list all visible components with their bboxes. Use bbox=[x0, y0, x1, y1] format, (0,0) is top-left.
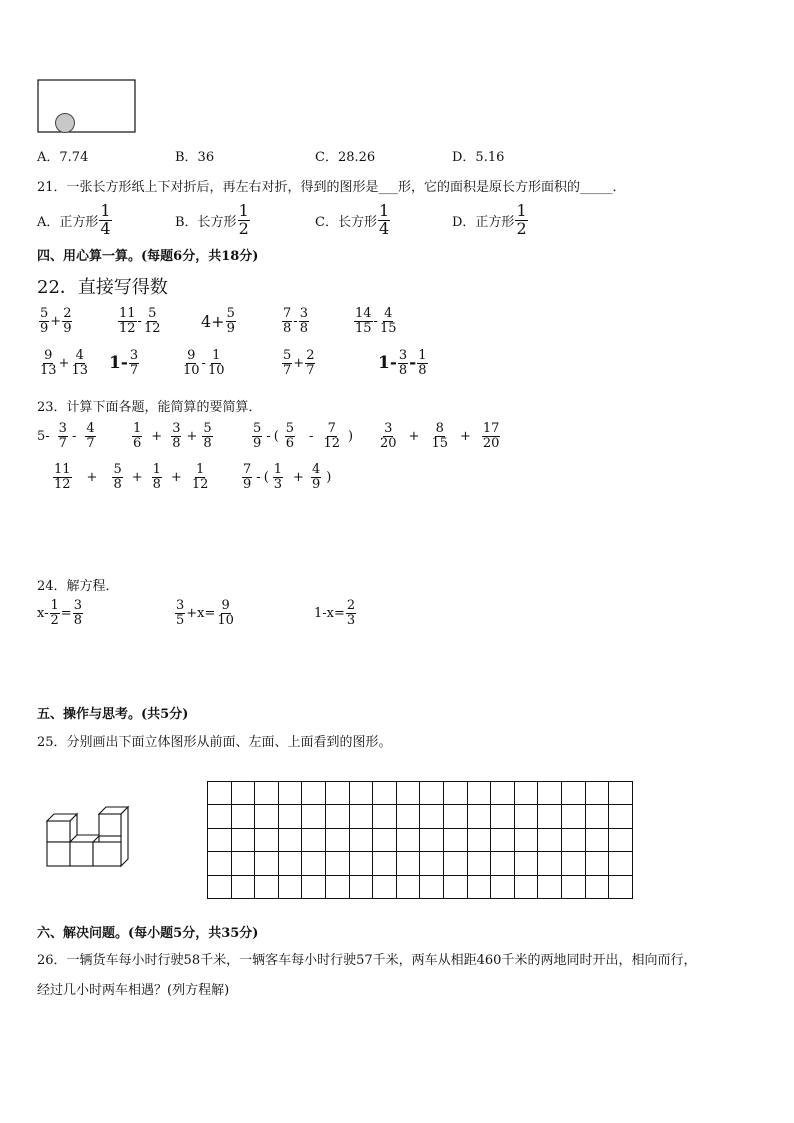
grid-cell[interactable] bbox=[255, 782, 279, 805]
q24-equation-1: x- $\frac{1}{2}$ = $\frac{3}{8}$ bbox=[37, 598, 82, 628]
grid-cell[interactable] bbox=[231, 875, 255, 898]
grid-cell[interactable] bbox=[585, 875, 609, 898]
q22-r2-e2: 1- $\frac{3}{7}$ bbox=[109, 348, 139, 378]
q22-r1-e2: $\frac{11}{12}$ - $\frac{5}{12}$ bbox=[119, 306, 161, 336]
grid-cell[interactable] bbox=[373, 828, 397, 851]
grid-cell[interactable] bbox=[373, 805, 397, 828]
grid-cell[interactable] bbox=[278, 875, 302, 898]
grid-cell[interactable] bbox=[538, 852, 562, 875]
q22-r1-e1: $\frac{5}{9}$ + $\frac{2}{9}$ bbox=[40, 306, 72, 336]
grid-cell[interactable] bbox=[302, 828, 326, 851]
grid-cell[interactable] bbox=[443, 852, 467, 875]
grid-cell[interactable] bbox=[443, 828, 467, 851]
q21-option-d: D．正方形 $\frac{1}{2}$ bbox=[452, 201, 527, 238]
q22-r2-e3: $\frac{9}{10}$ - $\frac{1}{10}$ bbox=[183, 348, 225, 378]
q26-line-2: 经过几小时两车相遇？(列方程解) bbox=[37, 983, 230, 998]
q23-title: 23．计算下面各题，能简算的要简算． bbox=[37, 400, 262, 415]
grid-cell[interactable] bbox=[467, 782, 491, 805]
grid-cell[interactable] bbox=[231, 852, 255, 875]
section-6-heading: 六、解决问题。(每小题5分，共35分) bbox=[37, 926, 259, 941]
q22-r1-e5: $\frac{14}{15}$ - $\frac{4}{15}$ bbox=[355, 306, 397, 336]
grid-cell[interactable] bbox=[443, 782, 467, 805]
grid-cell[interactable] bbox=[467, 875, 491, 898]
grid-cell[interactable] bbox=[349, 875, 373, 898]
grid-cell[interactable] bbox=[585, 805, 609, 828]
grid-cell[interactable] bbox=[514, 875, 538, 898]
grid-cell[interactable] bbox=[208, 782, 232, 805]
q21-option-c: C．长方形 $\frac{1}{4}$ bbox=[315, 201, 390, 238]
grid-cell[interactable] bbox=[255, 852, 279, 875]
q23-expr-1: 5- $\frac{3}{7}$ - $\frac{4}{7}$ bbox=[37, 421, 95, 451]
grid-cell[interactable] bbox=[208, 852, 232, 875]
grid-cell[interactable] bbox=[491, 852, 515, 875]
q24-equation-3: 1-x= $\frac{2}{3}$ bbox=[314, 598, 356, 628]
grid-cell[interactable] bbox=[467, 852, 491, 875]
grid-cell[interactable] bbox=[396, 852, 420, 875]
grid-cell[interactable] bbox=[231, 805, 255, 828]
grid-cell[interactable] bbox=[585, 782, 609, 805]
q20-option-d: D．5.16 bbox=[452, 150, 505, 165]
grid-cell[interactable] bbox=[325, 782, 349, 805]
grid-cell[interactable] bbox=[609, 875, 633, 898]
q23-expr-2: $\frac{1}{6}$ + $\frac{3}{8}$ + $\frac{5}{8}$ bbox=[133, 421, 212, 451]
grid-cell[interactable] bbox=[208, 828, 232, 851]
q20-option-a: A．7.74 bbox=[37, 150, 89, 165]
grid-cell[interactable] bbox=[349, 805, 373, 828]
q23-expr-6: $\frac{7}{9}$ - ( $\frac{1}{3}$ + $\frac{4}{9}$ ) bbox=[243, 462, 332, 492]
grid-cell[interactable] bbox=[325, 875, 349, 898]
grid-cell[interactable] bbox=[561, 805, 585, 828]
q20-option-c: C．28.26 bbox=[315, 150, 376, 165]
q22-r1-e3: 4+ $\frac{5}{9}$ bbox=[201, 306, 235, 336]
grid-cell[interactable] bbox=[373, 875, 397, 898]
grid-cell[interactable] bbox=[302, 875, 326, 898]
grid-cell[interactable] bbox=[278, 805, 302, 828]
q24-title: 24．解方程． bbox=[37, 579, 119, 594]
grid-cell[interactable] bbox=[538, 805, 562, 828]
grid-cell[interactable] bbox=[255, 875, 279, 898]
grid-cell[interactable] bbox=[491, 875, 515, 898]
grid-cell[interactable] bbox=[514, 852, 538, 875]
grid-cell[interactable] bbox=[561, 875, 585, 898]
grid-cell[interactable] bbox=[538, 828, 562, 851]
q21-stem: 21．一张长方形纸上下对折后，再左右对折，得到的图形是___形，它的面积是原长方形面积的_____． bbox=[37, 180, 626, 195]
grid-cell[interactable] bbox=[420, 852, 444, 875]
grid-cell[interactable] bbox=[302, 805, 326, 828]
grid-cell[interactable] bbox=[231, 828, 255, 851]
grid-cell[interactable] bbox=[538, 782, 562, 805]
grid-cell[interactable] bbox=[514, 805, 538, 828]
grid-cell[interactable] bbox=[255, 805, 279, 828]
grid-cell[interactable] bbox=[514, 828, 538, 851]
grid-cell[interactable] bbox=[325, 852, 349, 875]
grid-cell[interactable] bbox=[420, 805, 444, 828]
grid-cell[interactable] bbox=[609, 782, 633, 805]
grid-cell[interactable] bbox=[585, 852, 609, 875]
q22-r2-e4: $\frac{5}{7}$ + $\frac{2}{7}$ bbox=[283, 348, 315, 378]
grid-cell[interactable] bbox=[396, 875, 420, 898]
q22-r2-e1: $\frac{9}{13}$ + $\frac{4}{13}$ bbox=[40, 348, 88, 378]
q21-option-a: A．正方形 $\frac{1}{4}$ bbox=[37, 201, 111, 238]
q22-title: 22．直接写得数 bbox=[37, 277, 168, 298]
grid-cell[interactable] bbox=[609, 828, 633, 851]
q22-r1-e4: $\frac{7}{8}$ - $\frac{3}{8}$ bbox=[283, 306, 308, 336]
grid-cell[interactable] bbox=[443, 875, 467, 898]
circle-shape bbox=[56, 114, 75, 133]
grid-cell[interactable] bbox=[491, 828, 515, 851]
q24-equation-2: $\frac{3}{5}$ +x= $\frac{9}{10}$ bbox=[176, 598, 234, 628]
q21-option-b: B．长方形 $\frac{1}{2}$ bbox=[175, 201, 249, 238]
grid-cell[interactable] bbox=[325, 828, 349, 851]
grid-cell[interactable] bbox=[373, 852, 397, 875]
q20-option-b: B．36 bbox=[175, 150, 215, 165]
section-4-heading: 四、用心算一算。(每题6分，共18分) bbox=[37, 249, 259, 264]
grid-cell[interactable] bbox=[420, 875, 444, 898]
grid-cell[interactable] bbox=[514, 782, 538, 805]
grid-cell[interactable] bbox=[349, 852, 373, 875]
grid-cell[interactable] bbox=[491, 805, 515, 828]
grid-cell[interactable] bbox=[467, 828, 491, 851]
grid-cell[interactable] bbox=[609, 805, 633, 828]
grid-cell[interactable] bbox=[420, 828, 444, 851]
grid-cell[interactable] bbox=[561, 782, 585, 805]
grid-cell[interactable] bbox=[349, 782, 373, 805]
grid-cell[interactable] bbox=[443, 805, 467, 828]
q26-line-1: 26．一辆货车每小时行驶58千米，一辆客车每小时行驶57千米，两车从相距460千米的两地同时开出，相向而行， bbox=[37, 953, 697, 968]
grid-cell[interactable] bbox=[561, 828, 585, 851]
grid-cell[interactable] bbox=[208, 805, 232, 828]
rectangle-shape bbox=[38, 80, 135, 132]
grid-cell[interactable] bbox=[561, 852, 585, 875]
q22-r2-e5: 1- $\frac{3}{8}$ - $\frac{1}{8}$ bbox=[378, 348, 427, 378]
grid-cell[interactable] bbox=[278, 828, 302, 851]
grid-cell[interactable] bbox=[278, 782, 302, 805]
grid-cell[interactable] bbox=[467, 805, 491, 828]
q23-expr-5: $\frac{11}{12}$ + $\frac{5}{8}$ + $\frac{1}{8}$ + $\frac{1}{12}$ bbox=[54, 462, 209, 492]
grid-cell[interactable] bbox=[538, 875, 562, 898]
grid-cell[interactable] bbox=[278, 852, 302, 875]
drawing-grid[interactable] bbox=[207, 781, 633, 899]
grid-cell[interactable] bbox=[396, 782, 420, 805]
grid-cell[interactable] bbox=[396, 828, 420, 851]
grid-cell[interactable] bbox=[208, 875, 232, 898]
grid-cell[interactable] bbox=[373, 782, 397, 805]
grid-cell[interactable] bbox=[491, 782, 515, 805]
q23-expr-4: $\frac{3}{20}$ + $\frac{8}{15}$ + $\frac{17}{20}$ bbox=[380, 421, 500, 451]
q20-figure bbox=[37, 79, 137, 135]
grid-cell[interactable] bbox=[255, 828, 279, 851]
grid-cell[interactable] bbox=[325, 805, 349, 828]
q25-stem: 25．分别画出下面立体图形从前面、左面、上面看到的图形。 bbox=[37, 735, 392, 750]
cube-solid-figure bbox=[44, 800, 134, 876]
grid-cell[interactable] bbox=[302, 782, 326, 805]
section-5-heading: 五、操作与思考。(共5分) bbox=[37, 707, 189, 722]
q23-expr-3: $\frac{5}{9}$ - ( $\frac{5}{6}$ - $\frac{7}{12}$ ) bbox=[253, 421, 354, 451]
grid-cell[interactable] bbox=[231, 782, 255, 805]
grid-cell[interactable] bbox=[302, 852, 326, 875]
grid-cell[interactable] bbox=[609, 852, 633, 875]
grid-cell[interactable] bbox=[349, 828, 373, 851]
grid-cell[interactable] bbox=[396, 805, 420, 828]
grid-cell[interactable] bbox=[420, 782, 444, 805]
grid-cell[interactable] bbox=[585, 828, 609, 851]
